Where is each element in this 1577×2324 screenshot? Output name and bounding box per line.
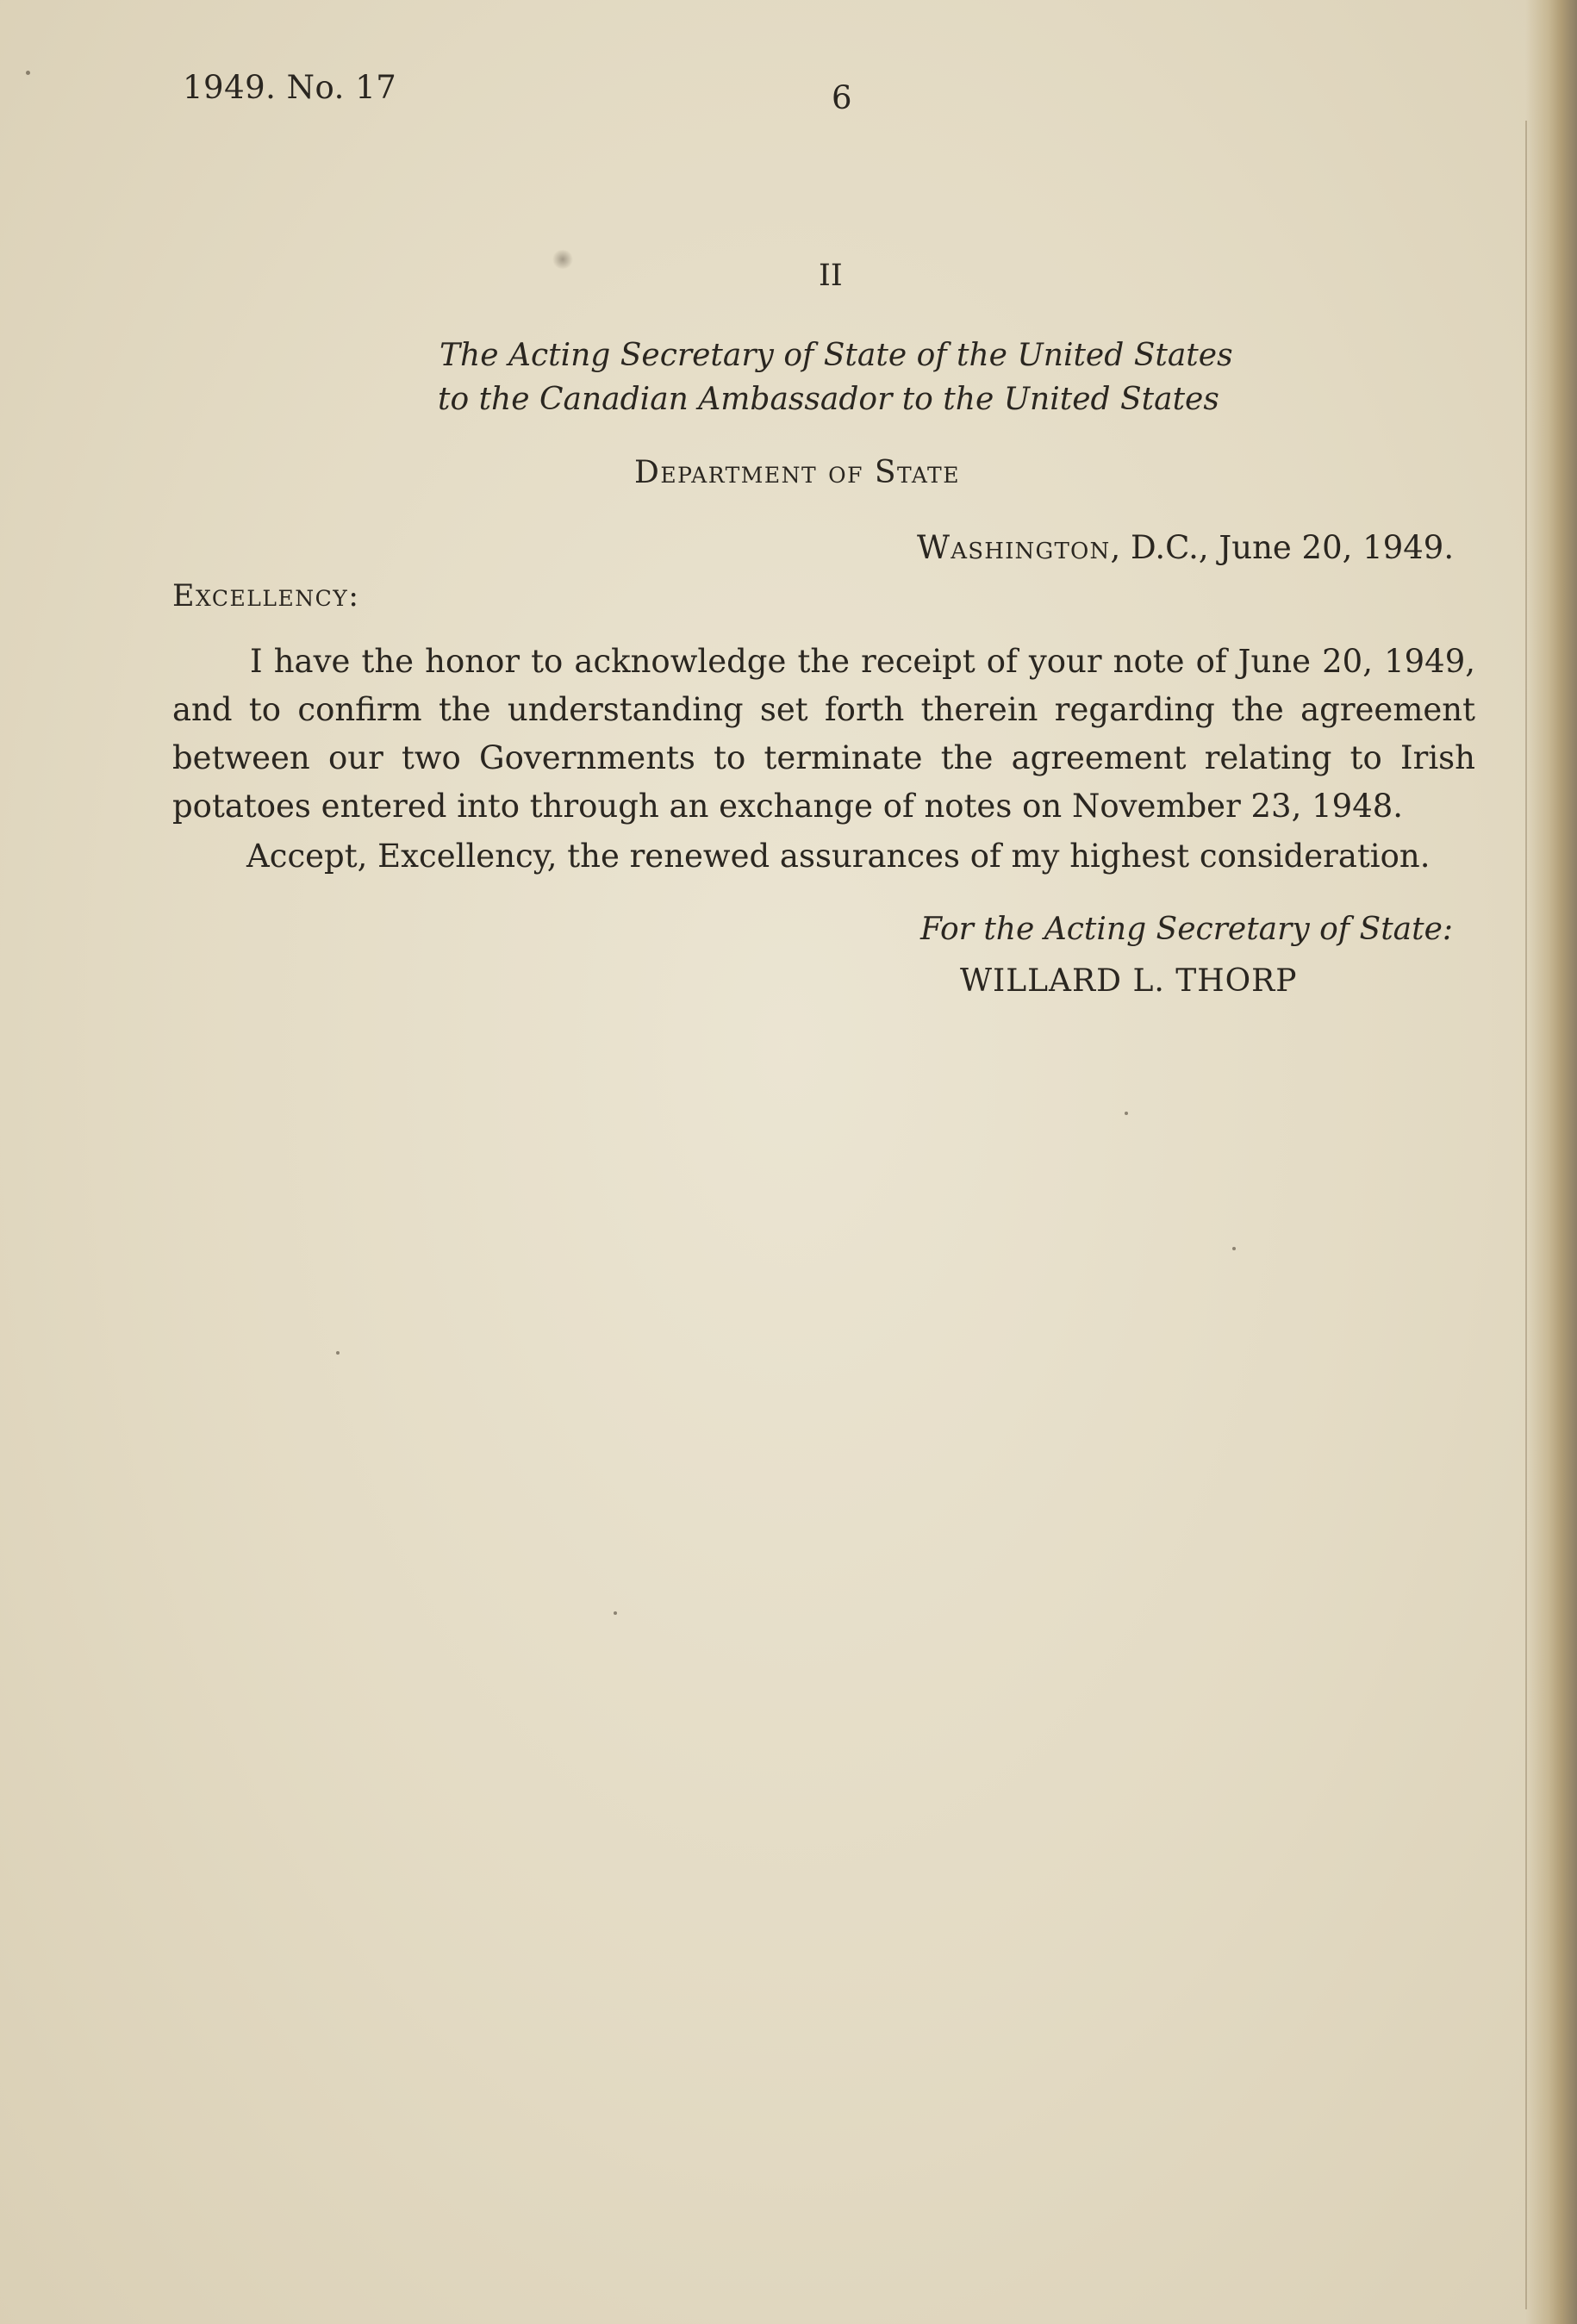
salutation: Excellency: <box>172 579 360 614</box>
paper-speck <box>26 71 30 75</box>
document-reference: 1949. No. 17 <box>183 69 397 106</box>
dateline-place: Washington <box>917 529 1111 566</box>
section-number: II <box>819 259 843 293</box>
page-edge-line <box>1525 121 1527 2309</box>
body-paragraph-1 <box>172 638 1475 831</box>
department-title: Department of State <box>634 455 960 490</box>
signature-intro: For the Acting Secretary of State: <box>920 912 1454 947</box>
body-paragraph-1-text: I have the honor to acknowledge the receipt of your note of June 20, 1949, and to confirm the understanding set forth therein regarding the agreement between our two Governments to terminate the agreement relating to Irish potatoes entered into through an exchange of notes on November 23, 1948. <box>172 643 1475 825</box>
ink-smudge <box>552 250 574 269</box>
page-edge-shadow <box>1525 0 1577 2324</box>
page-number: 6 <box>832 79 852 116</box>
body-paragraph-2: Accept, Excellency, the renewed assurances of my highest consideration. <box>246 838 1431 875</box>
heading-line-2: to the Canadian Ambassador to the United States <box>438 382 1219 417</box>
paper-speck <box>1232 1247 1236 1250</box>
dateline <box>917 529 1454 566</box>
paper-speck <box>1125 1112 1128 1115</box>
signature-name: WILLARD L. THORP <box>960 963 1298 999</box>
paper-speck <box>614 1611 617 1615</box>
dateline-date: , D.C., June 20, 1949. <box>1110 529 1455 566</box>
heading-line-1: The Acting Secretary of State of the United States <box>439 338 1233 373</box>
paper-speck <box>336 1351 340 1355</box>
